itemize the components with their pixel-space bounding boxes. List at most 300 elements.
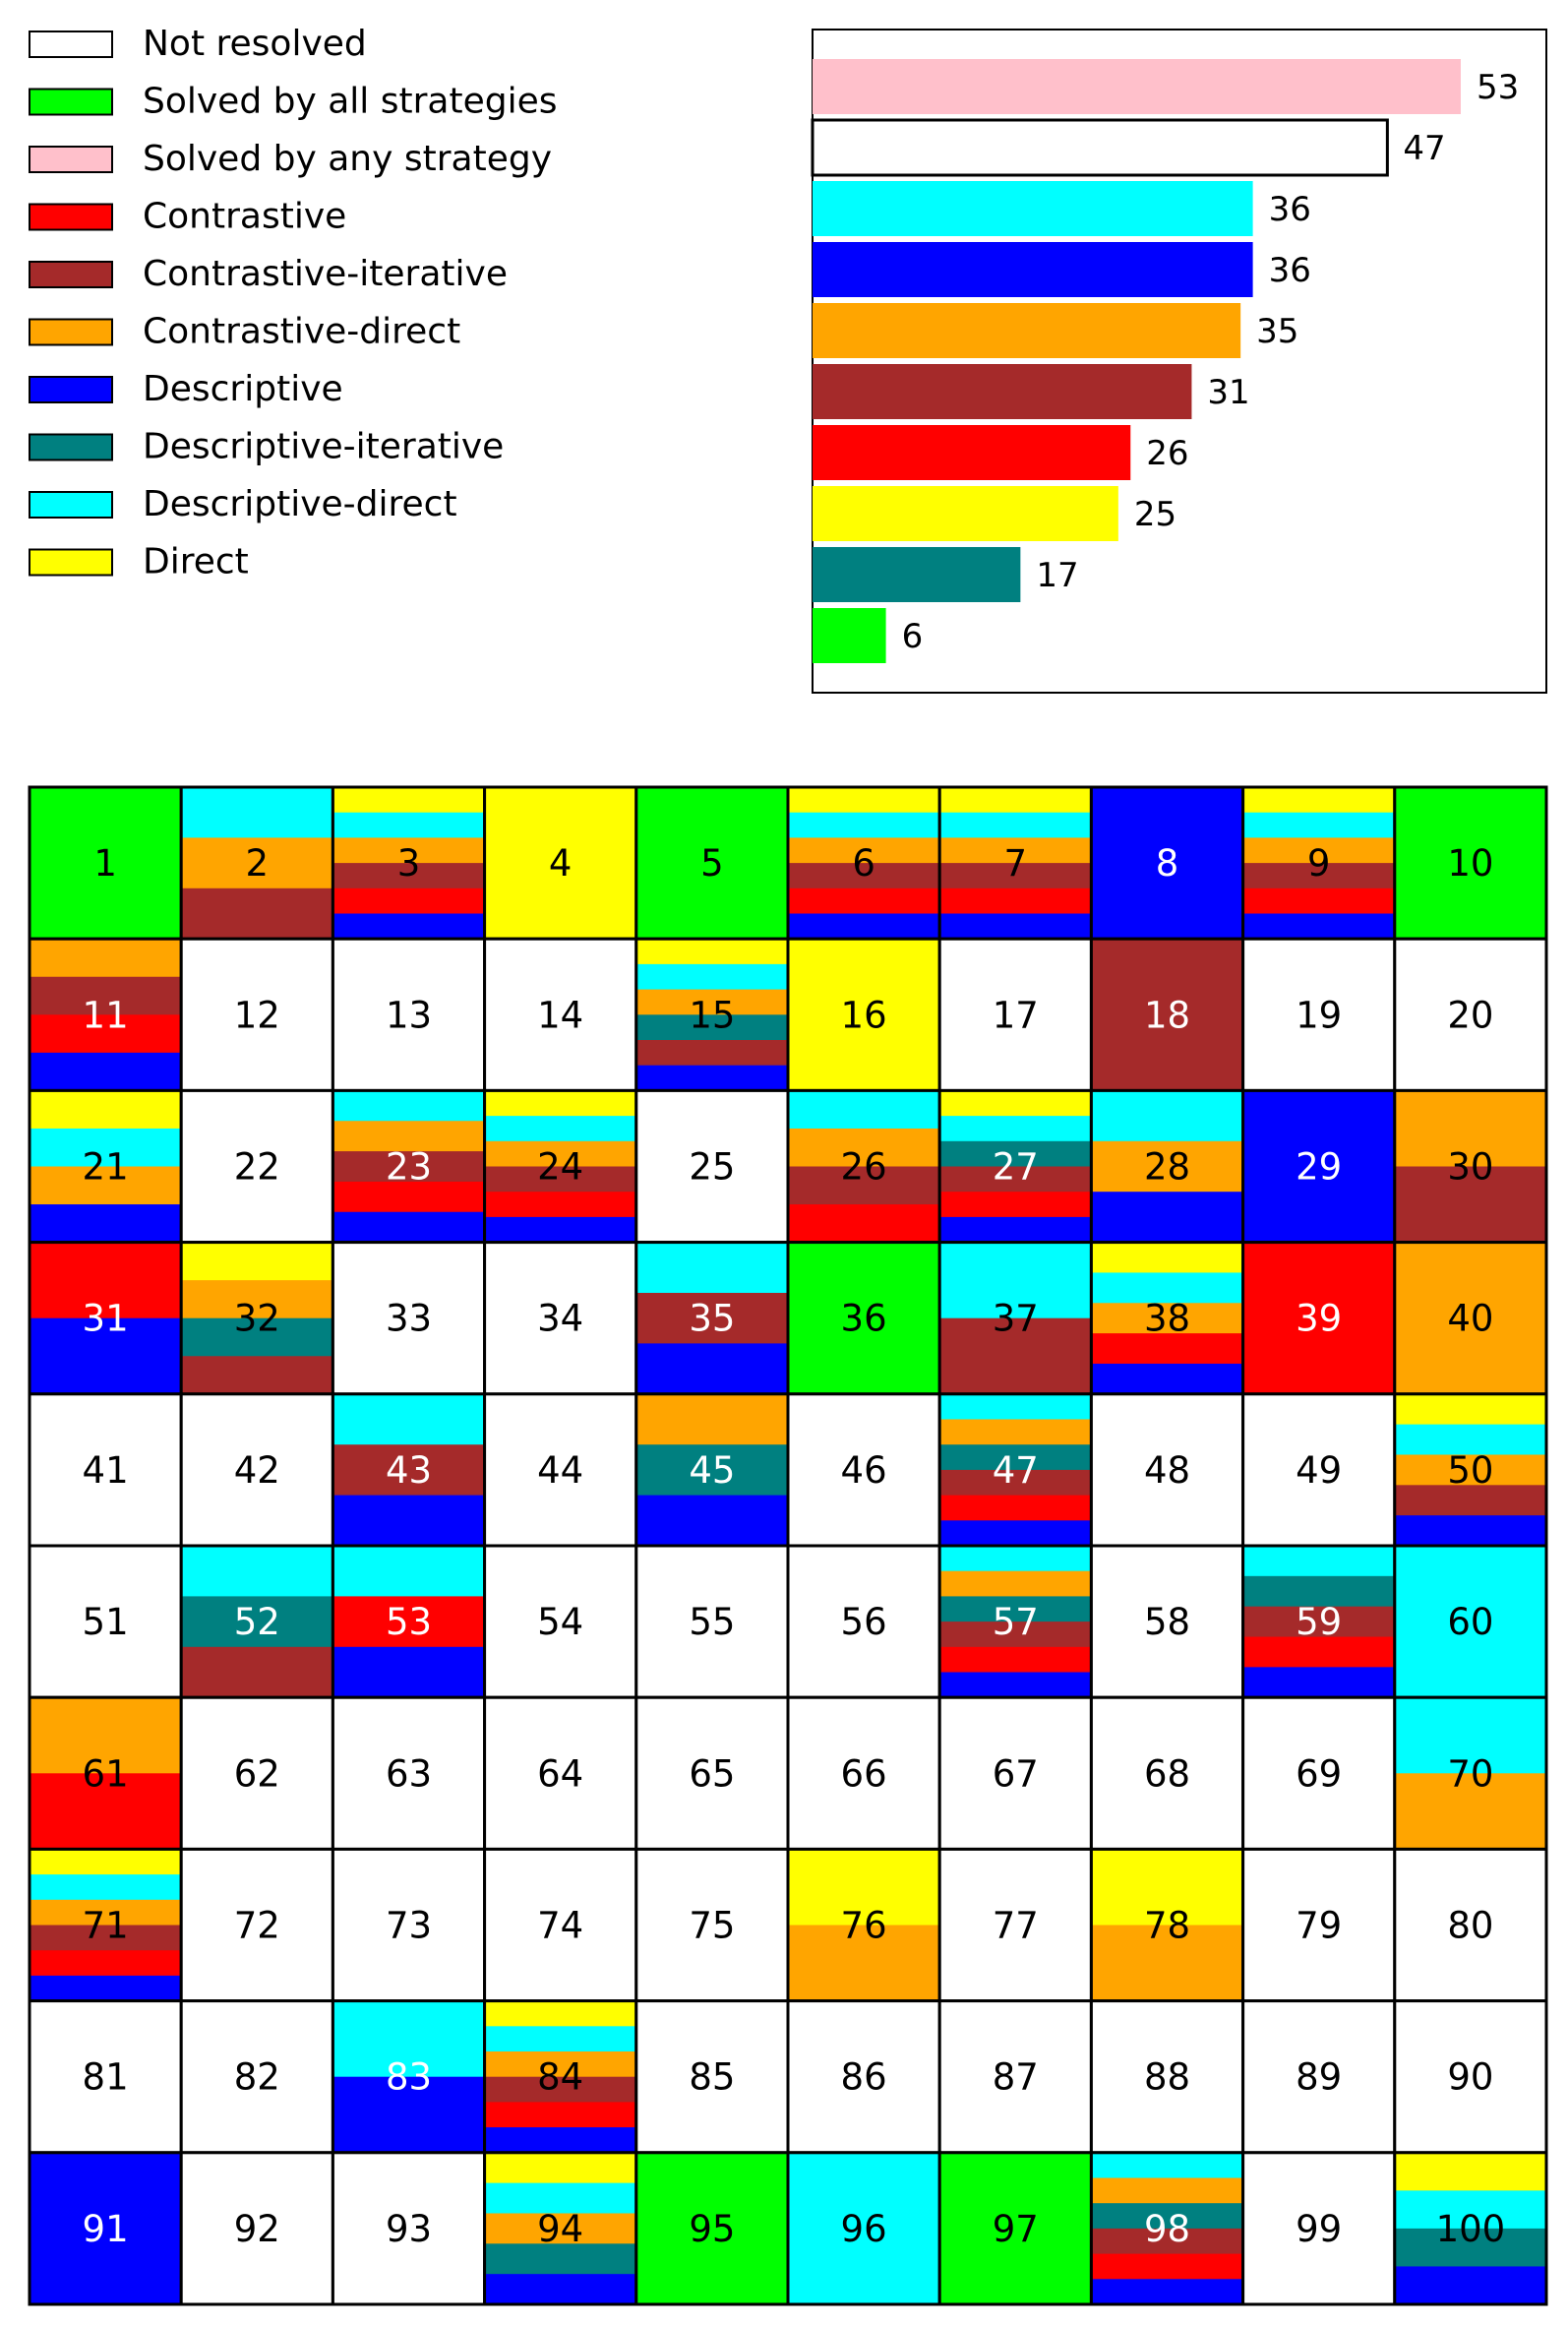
cell-band-contrastive <box>939 1647 1091 1673</box>
cell-label: 90 <box>1447 2055 1494 2099</box>
cell-label: 18 <box>1143 994 1191 1037</box>
cell-label: 5 <box>700 842 724 886</box>
cell-label: 27 <box>992 1145 1039 1189</box>
cell-label: 63 <box>385 1752 433 1796</box>
cell-label: 21 <box>82 1145 129 1189</box>
cell-label: 48 <box>1143 1448 1191 1492</box>
cell-label: 23 <box>385 1145 433 1189</box>
cell-label: 68 <box>1143 1752 1191 1796</box>
grid-cell <box>485 939 636 1090</box>
cell-band-direct <box>1243 787 1395 813</box>
cell-label: 36 <box>840 1297 887 1340</box>
grid-cell <box>636 1090 788 1242</box>
legend-label-contrastive: Contrastive <box>143 196 347 237</box>
cell-band-contrastive <box>939 888 1091 914</box>
grid-cell <box>181 787 332 940</box>
cell-label: 34 <box>537 1297 584 1340</box>
cell-label: 33 <box>385 1297 433 1340</box>
cell-band-contrastive <box>485 2102 636 2127</box>
bar-value-label: 36 <box>1268 190 1311 229</box>
legend-swatch-descriptive-iterative <box>30 435 112 460</box>
grid-cell <box>939 1394 1091 1547</box>
cell-label: 13 <box>385 994 433 1037</box>
grid-cell <box>485 1849 636 2000</box>
cell-label: 39 <box>1296 1297 1343 1340</box>
cell-label: 16 <box>840 994 887 1037</box>
cell-band-descriptive-direct <box>332 1546 484 1597</box>
cell-band-contrastive <box>332 888 484 914</box>
legend-label-contrastive-direct: Contrastive-direct <box>143 311 461 352</box>
cell-label: 88 <box>1143 2055 1191 2099</box>
cell-band-descriptive <box>485 2274 636 2304</box>
cell-band-descriptive-direct <box>1091 1090 1242 1141</box>
cell-band-contrastive <box>485 1192 636 1217</box>
cell-band-descriptive <box>1243 914 1395 940</box>
cell-band-descriptive <box>1395 1515 1546 1546</box>
cell-band-descriptive <box>332 1212 484 1243</box>
bar-descriptive-iterative <box>813 547 1020 602</box>
cell-label: 89 <box>1296 2055 1343 2099</box>
bar-value-label: 53 <box>1476 68 1520 107</box>
cell-label: 44 <box>537 1448 584 1492</box>
cell-band-descriptive-direct <box>939 1394 1091 1420</box>
grid-cell <box>332 1243 484 1394</box>
bar-not-resolved <box>813 120 1387 175</box>
cell-label: 26 <box>840 1145 887 1189</box>
cell-label: 79 <box>1296 1904 1343 1947</box>
grid-cell <box>788 939 939 1091</box>
bar-contrastive <box>813 425 1130 480</box>
cell-label: 73 <box>385 1904 433 1947</box>
cell-label: 77 <box>992 1904 1039 1947</box>
grid-cell <box>1395 2153 1546 2305</box>
cell-label: 20 <box>1447 994 1494 1037</box>
grid-cell <box>181 1849 332 2000</box>
cell-label: 35 <box>689 1297 736 1340</box>
cell-label: 87 <box>992 2055 1039 2099</box>
cell-label: 59 <box>1296 1601 1343 1644</box>
cell-band-contrastive-iterative <box>636 1040 788 1066</box>
cell-label: 93 <box>385 2207 433 2250</box>
cell-label: 8 <box>1155 842 1179 886</box>
cell-band-descriptive-direct <box>485 1116 636 1141</box>
cell-label: 57 <box>992 1601 1039 1644</box>
grid-cell <box>485 1090 636 1243</box>
grid-cell <box>1091 787 1242 940</box>
cell-label: 85 <box>689 2055 736 2099</box>
grid-cell <box>1395 1243 1546 1395</box>
cell-label: 83 <box>385 2055 433 2099</box>
cell-label: 61 <box>82 1752 129 1796</box>
grid-cell <box>1091 2001 1242 2153</box>
cell-band-descriptive <box>332 1647 484 1698</box>
grid-cell <box>181 1394 332 1546</box>
cell-label: 3 <box>396 842 421 886</box>
grid-cell <box>1395 2001 1546 2153</box>
cell-band-direct <box>1395 2153 1546 2191</box>
legend-swatch-any <box>30 147 112 172</box>
grid-cell <box>1243 1243 1395 1395</box>
grid-cell <box>1243 939 1395 1090</box>
cell-band-descriptive <box>1091 2279 1242 2304</box>
cell-label: 1 <box>93 842 117 886</box>
grid-cell <box>332 787 484 940</box>
cell-label: 98 <box>1143 2207 1191 2250</box>
grid-cell <box>636 1697 788 1849</box>
cell-band-contrastive <box>939 1496 1091 1521</box>
grid-cell <box>939 2001 1091 2153</box>
bar-value-label: 47 <box>1403 129 1446 168</box>
grid-cell <box>788 2001 939 2153</box>
grid-cell <box>30 1243 181 1395</box>
grid-cell <box>1091 1394 1242 1546</box>
cell-band-descriptive-direct <box>181 787 332 838</box>
cell-band-descriptive <box>1243 1667 1395 1697</box>
grid-cell <box>332 2153 484 2304</box>
cell-label: 97 <box>992 2207 1039 2250</box>
cell-label: 28 <box>1143 1145 1191 1189</box>
legend-label-any: Solved by any strategy <box>143 139 553 179</box>
grid-cell <box>30 2153 181 2305</box>
cell-label: 38 <box>1143 1297 1191 1340</box>
cell-label: 30 <box>1447 1145 1494 1189</box>
grid-cell <box>1091 1849 1242 2001</box>
grid-cell <box>636 787 788 939</box>
grid-cell <box>332 1849 484 2000</box>
cell-label: 4 <box>548 842 573 886</box>
cell-label: 86 <box>840 2055 887 2099</box>
grid-cell <box>1243 2001 1395 2153</box>
grid-cell <box>1091 939 1242 1091</box>
grid-cell <box>1395 1546 1546 1698</box>
cell-label: 7 <box>1003 842 1028 886</box>
legend-swatch-descriptive <box>30 377 112 402</box>
cell-band-descriptive-direct <box>332 1090 484 1121</box>
grid-cell <box>485 2001 636 2154</box>
legend-swatch-contrastive-iterative <box>30 262 112 287</box>
cell-band-descriptive <box>939 914 1091 940</box>
legend-label-descriptive-iterative: Descriptive-iterative <box>143 426 505 467</box>
cell-label: 100 <box>1435 2207 1506 2250</box>
bar-contrastive-direct <box>813 303 1240 358</box>
grid-cell <box>332 1090 484 1243</box>
cell-band-contrastive-direct <box>636 1394 788 1445</box>
grid-cell <box>30 1849 181 2001</box>
cell-band-descriptive <box>636 1496 788 1547</box>
cell-label: 99 <box>1296 2207 1343 2250</box>
grid-cell <box>788 1090 939 1243</box>
cell-band-direct <box>1395 1394 1546 1425</box>
grid-cell <box>788 1394 939 1546</box>
grid-cell <box>30 787 181 939</box>
grid-cell <box>30 1697 181 1850</box>
legend-label-contrastive-iterative: Contrastive-iterative <box>143 254 508 294</box>
cell-band-descriptive <box>30 1976 181 2001</box>
cell-band-contrastive-iterative <box>181 1356 332 1394</box>
cell-band-descriptive <box>1395 2266 1546 2304</box>
cell-label: 47 <box>992 1448 1039 1492</box>
cell-label: 41 <box>82 1448 129 1492</box>
grid-cell <box>332 1394 484 1547</box>
grid-cell <box>939 1090 1091 1243</box>
cell-band-contrastive-direct <box>939 1571 1091 1597</box>
cell-band-direct <box>30 1090 181 1129</box>
cell-label: 66 <box>840 1752 887 1796</box>
grid-cell <box>181 1546 332 1698</box>
bar-value-label: 31 <box>1207 373 1250 412</box>
cell-band-descriptive <box>485 1217 636 1243</box>
cell-label: 10 <box>1447 842 1494 886</box>
grid-cell <box>1243 1394 1395 1546</box>
cell-label: 75 <box>689 1904 736 1947</box>
cell-label: 76 <box>840 1904 887 1947</box>
cell-label: 54 <box>537 1601 584 1644</box>
grid-cell <box>939 1546 1091 1698</box>
legend-label-not-resolved: Not resolved <box>143 24 367 64</box>
grid-cell <box>1091 1546 1242 1697</box>
cell-band-contrastive <box>1243 888 1395 914</box>
cell-label: 81 <box>82 2055 129 2099</box>
cell-band-descriptive <box>788 914 939 940</box>
cell-label: 19 <box>1296 994 1343 1037</box>
grid-cell <box>181 1243 332 1395</box>
cell-label: 43 <box>385 1448 433 1492</box>
grid-cell <box>1395 1697 1546 1850</box>
grid-cell <box>788 1546 939 1697</box>
grid-cell <box>636 2001 788 2153</box>
cell-label: 62 <box>233 1752 280 1796</box>
grid-cell <box>1395 787 1546 939</box>
grid-cell <box>30 2001 181 2153</box>
grid-cell <box>939 939 1091 1090</box>
cell-label: 96 <box>840 2207 887 2250</box>
bar-value-label: 6 <box>901 617 924 656</box>
cell-band-direct <box>332 787 484 813</box>
cell-label: 50 <box>1447 1448 1494 1492</box>
cell-label: 12 <box>233 994 280 1037</box>
grid-cell <box>181 939 332 1090</box>
grid-cell <box>636 1546 788 1697</box>
cell-band-direct <box>485 1090 636 1116</box>
cell-label: 51 <box>82 1601 129 1644</box>
cell-label: 9 <box>1306 842 1331 886</box>
cell-band-contrastive-direct <box>30 939 181 977</box>
grid-cell <box>485 2153 636 2305</box>
cell-label: 53 <box>385 1601 433 1644</box>
cell-band-direct <box>939 1090 1091 1116</box>
legend-label-all: Solved by all strategies <box>143 81 558 122</box>
cell-label: 70 <box>1447 1752 1494 1796</box>
grid-cell <box>1243 1849 1395 2000</box>
grid-cell <box>788 1849 939 2001</box>
grid-cell <box>1243 1546 1395 1698</box>
cell-band-descriptive-direct <box>636 1243 788 1294</box>
cell-label: 37 <box>992 1297 1039 1340</box>
cell-band-descriptive <box>1091 1364 1242 1394</box>
cell-band-contrastive <box>1091 2254 1242 2280</box>
cell-label: 40 <box>1447 1297 1494 1340</box>
cell-band-direct <box>636 939 788 964</box>
cell-band-descriptive-direct <box>788 1090 939 1129</box>
cell-band-direct <box>181 1243 332 1281</box>
grid-cell <box>485 1546 636 1697</box>
cell-label: 25 <box>689 1145 736 1189</box>
legend-swatch-all <box>30 90 112 115</box>
bar-descriptive <box>813 242 1253 297</box>
legend-label-descriptive: Descriptive <box>143 369 343 409</box>
cell-label: 14 <box>537 994 584 1037</box>
cell-band-descriptive-direct <box>485 2026 636 2051</box>
legend-swatch-contrastive <box>30 205 112 230</box>
cell-band-descriptive-direct <box>1243 1546 1395 1576</box>
cell-band-contrastive <box>30 1950 181 1976</box>
grid-cell <box>788 2153 939 2305</box>
cell-band-direct <box>788 787 939 813</box>
grid-cell <box>1395 939 1546 1090</box>
cell-label: 74 <box>537 1904 584 1947</box>
cell-label: 56 <box>840 1601 887 1644</box>
cell-label: 95 <box>689 2207 736 2250</box>
problem-grid <box>30 787 1546 2305</box>
cell-label: 11 <box>82 994 129 1037</box>
grid-cell <box>788 1697 939 1849</box>
grid-cell <box>1243 787 1395 940</box>
cell-label: 94 <box>537 2207 584 2250</box>
cell-band-contrastive <box>788 888 939 914</box>
cell-band-descriptive <box>939 1217 1091 1243</box>
cell-label: 45 <box>689 1448 736 1492</box>
cell-label: 31 <box>82 1297 129 1340</box>
grid-cell <box>30 1546 181 1697</box>
bar-value-label: 26 <box>1146 434 1189 473</box>
cell-band-descriptive-direct <box>181 1546 332 1597</box>
cell-label: 29 <box>1296 1145 1343 1189</box>
cell-band-descriptive-direct <box>332 813 484 838</box>
cell-label: 72 <box>233 1904 280 1947</box>
cell-band-descriptive <box>30 1204 181 1243</box>
grid-cell <box>1091 1697 1242 1849</box>
grid-cell <box>1395 1849 1546 2000</box>
cell-label: 22 <box>233 1145 280 1189</box>
grid-cell <box>30 939 181 1091</box>
bar-value-label: 35 <box>1256 312 1299 351</box>
legend-swatch-not-resolved <box>30 31 112 57</box>
cell-band-direct <box>1091 1243 1242 1273</box>
cell-band-descriptive <box>636 1343 788 1394</box>
cell-band-descriptive-direct <box>788 813 939 838</box>
cell-label: 24 <box>537 1145 584 1189</box>
cell-band-descriptive-direct <box>939 1546 1091 1571</box>
cell-band-direct <box>939 787 1091 813</box>
grid-cell <box>636 2153 788 2304</box>
cell-band-descriptive-direct <box>332 1394 484 1445</box>
cell-label: 69 <box>1296 1752 1343 1796</box>
grid-cell <box>1243 2153 1395 2304</box>
grid-cell <box>1091 2153 1242 2305</box>
grid-cell <box>939 787 1091 940</box>
bar-any <box>813 59 1461 114</box>
cell-band-contrastive <box>788 1204 939 1243</box>
legend-swatch-descriptive-direct <box>30 492 112 518</box>
grid-cell <box>939 1243 1091 1395</box>
cell-band-descriptive-direct <box>939 813 1091 838</box>
cell-band-descriptive <box>485 2127 636 2153</box>
cell-band-descriptive-direct <box>1091 2153 1242 2178</box>
cell-label: 65 <box>689 1752 736 1796</box>
bar-direct <box>813 486 1118 541</box>
grid-cell <box>939 1697 1091 1849</box>
cell-label: 92 <box>233 2207 280 2250</box>
cell-band-direct <box>485 2001 636 2027</box>
bar-value-label: 36 <box>1268 251 1311 290</box>
cell-label: 49 <box>1296 1448 1343 1492</box>
cell-band-contrastive-iterative <box>181 1647 332 1698</box>
grid-cell <box>939 1849 1091 2000</box>
cell-label: 80 <box>1447 1904 1494 1947</box>
cell-label: 46 <box>840 1448 887 1492</box>
grid-cell <box>1091 1090 1242 1243</box>
cell-label: 91 <box>82 2207 129 2250</box>
cell-band-direct <box>30 1849 181 1874</box>
grid-cell <box>636 1394 788 1547</box>
grid-cell <box>332 1697 484 1849</box>
cell-band-descriptive-direct <box>1243 813 1395 838</box>
cell-label: 32 <box>233 1297 280 1340</box>
cell-band-descriptive <box>332 914 484 940</box>
bar-all <box>813 608 886 663</box>
grid-cell <box>485 1243 636 1394</box>
grid-cell <box>1395 1090 1546 1243</box>
grid-cell <box>1243 1697 1395 1849</box>
grid-cell <box>1243 1090 1395 1243</box>
cell-band-descriptive <box>939 1673 1091 1698</box>
cell-label: 52 <box>233 1601 280 1644</box>
cell-label: 58 <box>1143 1601 1191 1644</box>
cell-label: 67 <box>992 1752 1039 1796</box>
cell-label: 84 <box>537 2055 584 2099</box>
bar-contrastive-iterative <box>813 364 1191 419</box>
cell-band-contrastive-direct <box>1091 2178 1242 2204</box>
legend-swatch-contrastive-direct <box>30 320 112 345</box>
cell-label: 17 <box>992 994 1039 1037</box>
bar-descriptive-direct <box>813 181 1253 236</box>
cell-label: 15 <box>689 994 736 1037</box>
grid-cell <box>181 2001 332 2153</box>
grid-cell <box>332 1546 484 1698</box>
cell-label: 60 <box>1447 1601 1494 1644</box>
grid-cell <box>30 1394 181 1546</box>
grid-cell <box>1091 1243 1242 1395</box>
grid-cell <box>1395 1394 1546 1547</box>
grid-cell <box>485 1697 636 1849</box>
grid-cell <box>636 939 788 1091</box>
cell-label: 42 <box>233 1448 280 1492</box>
cell-band-contrastive-iterative <box>181 888 332 940</box>
cell-label: 71 <box>82 1904 129 1947</box>
cell-label: 6 <box>852 842 875 886</box>
bar-value-label: 17 <box>1036 556 1079 595</box>
grid-cell <box>636 1243 788 1395</box>
grid-cell <box>332 939 484 1090</box>
grid-cell <box>485 1394 636 1546</box>
cell-label: 82 <box>233 2055 280 2099</box>
grid-cell <box>636 1849 788 2000</box>
grid-cell <box>788 787 939 940</box>
grid-cell <box>485 787 636 940</box>
cell-label: 2 <box>245 842 270 886</box>
cell-band-contrastive <box>939 1192 1091 1217</box>
grid-cell <box>939 2153 1091 2304</box>
